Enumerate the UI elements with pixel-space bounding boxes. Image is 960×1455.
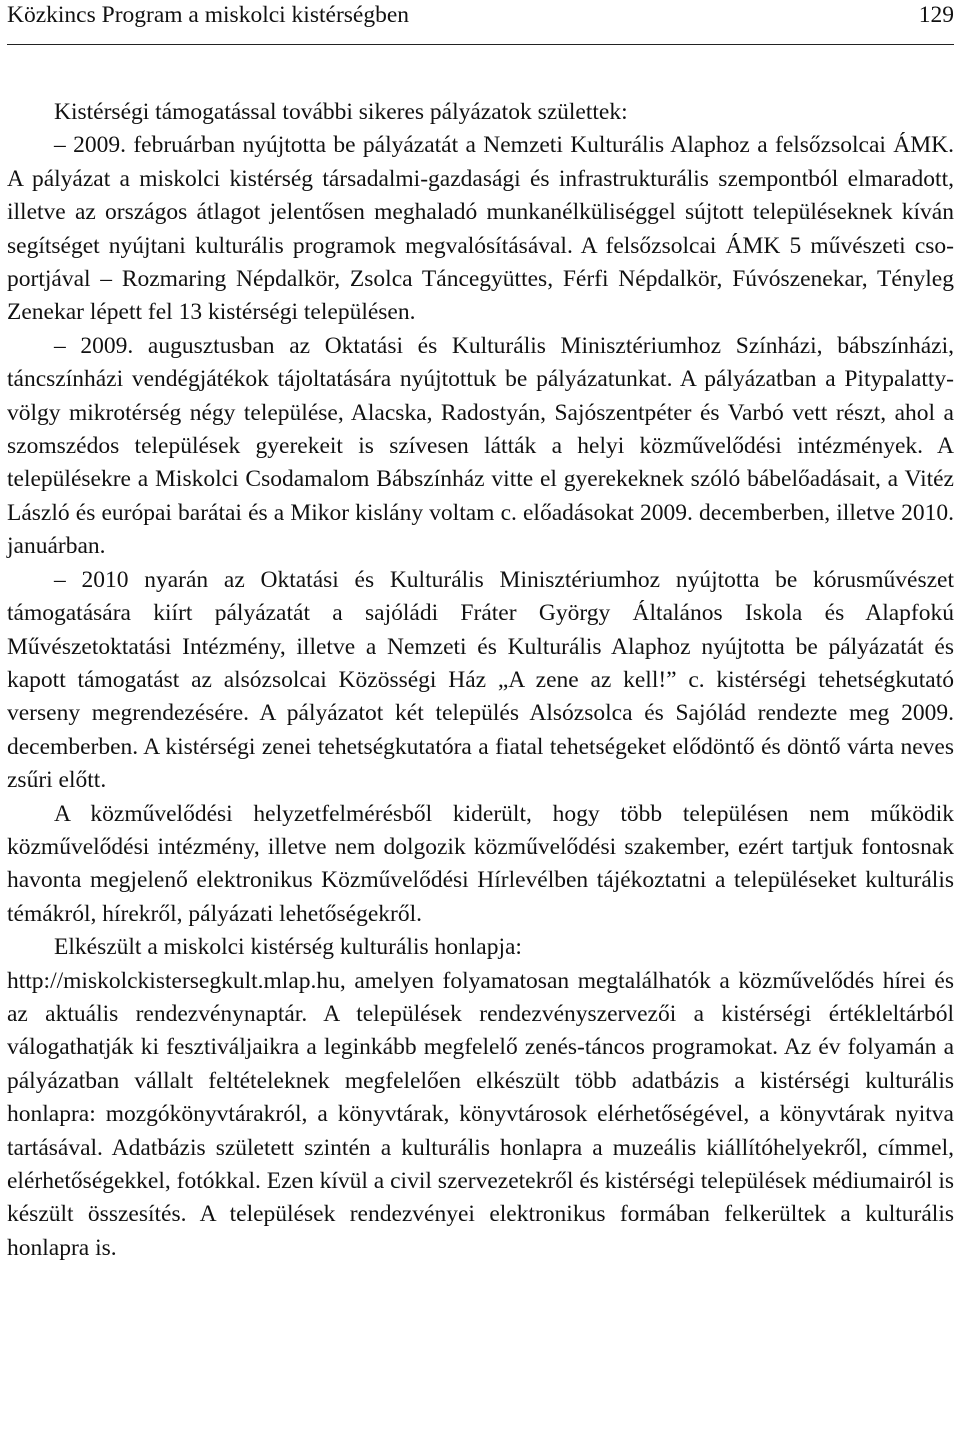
paragraph-item-2009-february: – 2009. februárban nyújtotta be pályázatát a Nemzeti Kulturális Alaphoz a felsőzsolcai ÁMK. A pályázat a miskolci kistérség társadalmi-gazdasági és infrastrukturális szempontból elmaradott, illetve az országos átlagot jelentősen meghaladó munkanélküliséggel sújtott településeknek kíván segítséget nyújtani kulturális programok megvalósításával. A felsőzsolcai ÁMK 5 művészeti csoportjával – Rozmaring Népdalkör, Zsolca Táncegyüttes, Férfi Népdalkör, Fúvószenekar, Tényleg Zenekar lépett fel 13 kistérségi településen. [7, 132, 954, 326]
paragraph-survey: A közművelődési helyzetfelmérésből kiderült, hogy több településen nem működik közművelődési intézmény, illetve nem dolgozik közművelődési szakember, ezért tartjuk fontosnak havonta megjelenő elektronikus Közművelődési Hírlevélben tájékoztatni a településeket kulturális témákról, hírekről, pályázati lehetőségekről. [7, 800, 954, 927]
paragraph-website-details: http://miskolckistersegkult.mlap.hu, amelyen folyamatosan megtalálhatók a közművelődés hírei és az aktuális rendezvénynaptár. A települések rendezvényszervezői a kistérségi értékleltárból válogathatják ki fesztiváljaikra a leginkább megfelelő zenés-táncos programokat. Az év folyamán a pályázatban vállalt feltételeknek megfelelően elkészült több adatbázis a kistérségi kulturális honlapra: mozgókönyvtárakról, a könyvtárak, könyvtárosok elérhetőségével, a könyvtárak nyitva tartásával. Adatbázis született szintén a kulturális honlapra a muzeális kiállítóhelyekről, címmel, elérhetőségekkel, fotókkal. Ezen kívül a civil szervezetekről és kistérségi települések médiumairól is készült összesítés. A települések rendezvényei elektronikus formában felkerültek a kulturális honlapra is. [7, 967, 954, 1261]
page-number: 129 [918, 2, 954, 28]
document-page [7, 0, 954, 1265]
header-title: Közkincs Program a miskolci kistérségben [7, 2, 410, 28]
running-header [7, 0, 954, 45]
paragraph-intro: Kistérségi támogatással további sikeres pályázatok születtek: [54, 99, 628, 125]
body-text [7, 96, 954, 1265]
paragraph-item-2009-august: – 2009. augusztusban az Oktatási és Kulturális Minisztériumhoz Színházi, bábszínházi, táncszínházi vendégjátékok tájoltatására nyújtottuk be pályázatunkat. A pályázatban a Pitypalatty-völgy mikrotérség négy települése, Alacska, Radostyán, Sajószentpéter és Varbó vett részt, ahol a szomszédos települések gyerekeit is szívesen látták a helyi közművelődési intézmények. A településekre a Miskolci Csodamalom Bábszínház vitte el gyerekeknek szóló bábelőadásait, a Vitéz László és európai barátai és a Mikor kislány voltam c. előadásokat 2009. decemberben, illetve 2010. januárban. [7, 332, 954, 560]
paragraph-item-2010-summer: – 2010 nyarán az Oktatási és Kulturális Minisztériumhoz nyújtotta be kórusművészet támogatására kiírt pályázatát a sajóládi Fráter György Általános Iskola és Alapfokú Művészetoktatási Intézmény, illetve a Nemzeti és Kulturális Alaphoz nyújtotta be pályázatát és kapott támogatást az alsózsolcai Közösségi Ház „A zene az kell!” c. kistérségi tehetségkutató verseny megrendezésére. A pályázatot két település Alsózsolca és Sajólád rendezte meg 2009. decemberben. A kistérségi zenei tehetségkutatóra a fiatal tehetségeket elődöntő és döntő várta neves zsűri előtt. [7, 566, 954, 794]
paragraph-website-intro: Elkészült a miskolci kistérség kulturális honlapja: [54, 934, 522, 961]
